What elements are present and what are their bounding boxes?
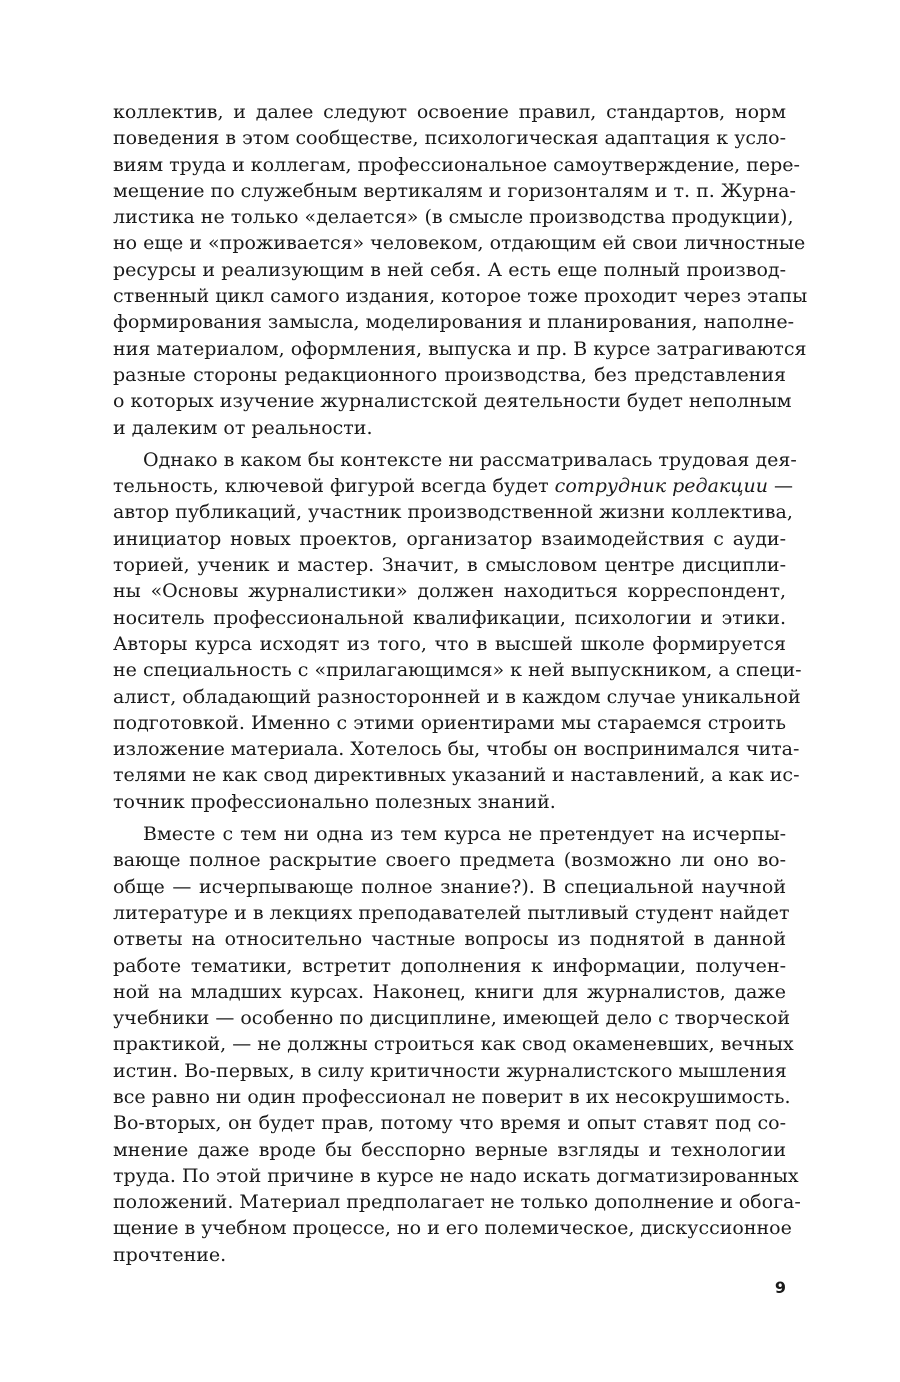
text-segment: — bbox=[768, 475, 794, 498]
emphasis-term: сотрудник редакции bbox=[554, 475, 768, 498]
text-line: мнение даже вроде бы бесспорно верные взгляды и технологии bbox=[113, 1138, 786, 1161]
page-number: 9 bbox=[774, 1278, 786, 1297]
text-line: Вместе с тем ни одна из тем курса не претендует на исчерпы- bbox=[143, 823, 786, 846]
text-line: литературе и в лекциях преподавателей пытливый студент найдет bbox=[113, 901, 790, 924]
text-line: Во-вторых, он будет прав, потому что время и опыт ставят под со- bbox=[113, 1112, 786, 1135]
text-line: алист, обладающий разносторонней и в каждом случае уникальной bbox=[113, 685, 801, 708]
text-line: щение в учебном процессе, но и его полемическое, дискуссионное bbox=[113, 1217, 792, 1240]
text-line: положений. Материал предполагает не только дополнение и обога- bbox=[113, 1191, 801, 1214]
text-line: ния материалом, оформления, выпуска и пр. В курсе затрагиваются bbox=[113, 337, 807, 360]
body-text bbox=[113, 99, 808, 1268]
text-line: подготовкой. Именно с этими ориентирами мы стараемся строить bbox=[113, 711, 786, 734]
text-line: практикой, — не должны строиться как свод окаменевших, вечных bbox=[113, 1033, 794, 1056]
text-line: и далеким от реальности. bbox=[113, 416, 373, 439]
text-line: коллектив, и далее следуют освоение правил, стандартов, норм bbox=[113, 101, 786, 123]
text-line: точник профессионально полезных знаний. bbox=[113, 790, 556, 813]
text-line: истин. Во-первых, в силу критичности журналистского мышления bbox=[113, 1059, 787, 1082]
text-line: ресурсы и реализующим в ней себя. А есть еще полный производ- bbox=[113, 258, 786, 281]
text-line: работе тематики, встретит дополнения к информации, получен- bbox=[113, 954, 786, 977]
text-line: формирования замысла, моделирования и планирования, наполне- bbox=[113, 311, 795, 334]
text-line: торией, ученик и мастер. Значит, в смысловом центре дисципли- bbox=[113, 554, 786, 577]
text-segment: тельность, ключевой фигурой всегда будет bbox=[113, 475, 555, 498]
text-line: Однако в каком бы контексте ни рассматривалась трудовая дея- bbox=[143, 448, 797, 471]
text-line: листика не только «делается» (в смысле производства продукции), bbox=[113, 206, 794, 229]
text-line: ственный цикл самого издания, которое тоже проходит через этапы bbox=[113, 285, 808, 308]
text-line: ответы на относительно частные вопросы из поднятой в данной bbox=[113, 928, 786, 951]
text-line: поведения в этом сообществе, психологическая адаптация к усло- bbox=[113, 127, 786, 150]
text-line bbox=[113, 473, 794, 499]
paragraph-2 bbox=[113, 447, 802, 815]
text-line: телями не как свод директивных указаний и наставлений, а как ис- bbox=[113, 764, 800, 787]
text-line: все равно ни один профессионал не поверит в их несокрушимость. bbox=[113, 1085, 791, 1108]
text-line: обще — исчерпывающе полное знание?). В специальной научной bbox=[113, 875, 786, 898]
text-line: ны «Основы журналистики» должен находиться корреспондент, bbox=[113, 580, 786, 603]
text-line: учебники — особенно по дисциплине, имеющей дело с творческой bbox=[113, 1007, 791, 1030]
text-line: труда. По этой причине в курсе не надо искать догматизированных bbox=[113, 1164, 799, 1187]
text-line: инициатор новых проектов, организатор взаимодействия с ауди- bbox=[113, 527, 786, 550]
text-line: вающе полное раскрытие своего предмета (возможно ли оно во- bbox=[113, 849, 786, 872]
text-line: виям труда и коллегам, профессиональное самоутверждение, пере- bbox=[113, 153, 800, 176]
text-line: мещение по служебным вертикалям и горизонталям и т. п. Журна- bbox=[113, 179, 796, 202]
text-line: ной на младших курсах. Наконец, книги для журналистов, даже bbox=[113, 980, 786, 1003]
text-line: не специальность с «прилагающимся» к ней выпускником, а специ- bbox=[113, 659, 802, 682]
text-line: прочтение. bbox=[113, 1243, 227, 1266]
text-line: Авторы курса исходят из того, что в высшей школе формируется bbox=[113, 632, 786, 655]
text-line: разные стороны редакционного производства, без представления bbox=[113, 363, 786, 386]
paragraph-1 bbox=[113, 99, 808, 441]
text-line: носитель профессиональной квалификации, психологии и этики. bbox=[113, 606, 786, 629]
text-line: автор публикаций, участник производственной жизни коллектива, bbox=[113, 501, 793, 524]
paragraph-3 bbox=[113, 821, 801, 1268]
text-line: изложение материала. Хотелось бы, чтобы он воспринимался чита- bbox=[113, 738, 800, 761]
text-line: о которых изучение журналистской деятельности будет неполным bbox=[113, 390, 792, 413]
text-line: но еще и «проживается» человеком, отдающим ей свои личностные bbox=[113, 232, 806, 255]
